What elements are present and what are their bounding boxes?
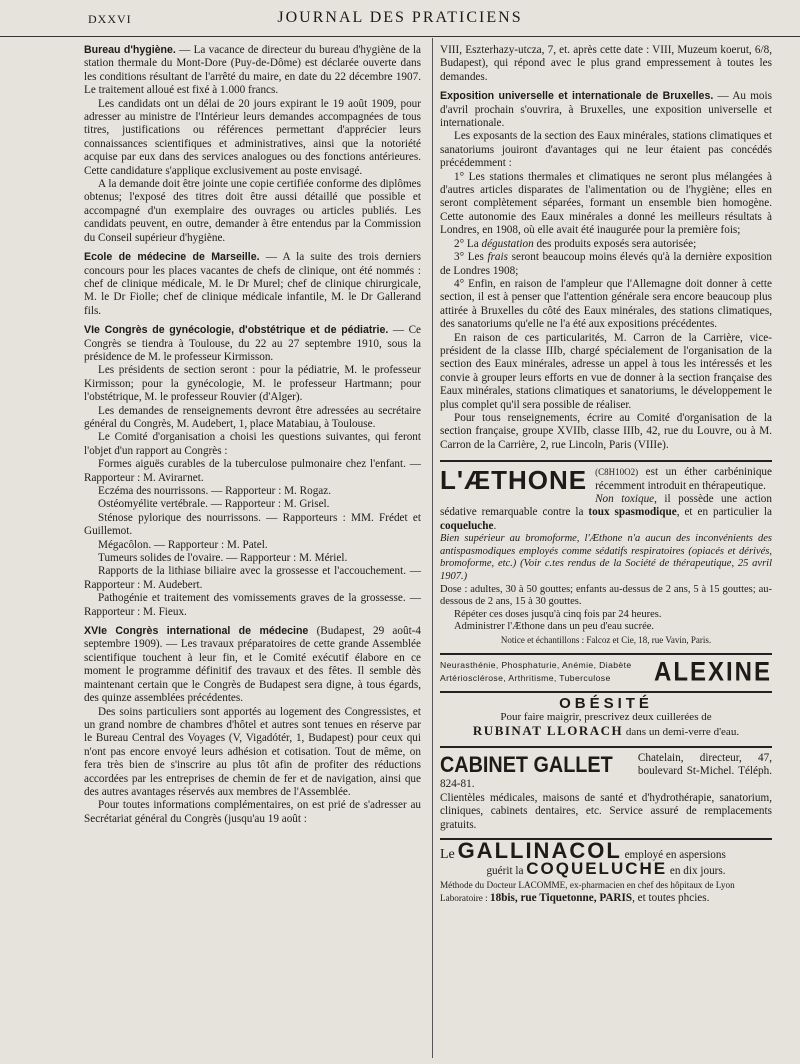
text: Non toxique [595, 493, 655, 505]
aethone-brand: L'ÆTHONE [440, 465, 588, 496]
heading-budapest: XVIe Congrès international de médecine [84, 625, 309, 638]
heading-bruxelles: Exposition universelle et internationale de Bruxelles. [440, 90, 714, 103]
paragraph: Les présidents de section seront : pour la pédiatrie, M. le professeur Kirmisson; pour la gynécologie, M. le professeur Hartmann; pour l'obstétrique, M. le professeur Rouvier (d'Alger). [84, 364, 421, 404]
question-item: Mégacôlon. — Rapporteur : M. Patel. [98, 538, 268, 551]
article-bruxelles [440, 90, 772, 130]
text: dans un demi-verre d'eau. [623, 726, 740, 739]
paragraph: En raison de ces particularités, M. Carron de la Carrière, vice-président de la classe IIIb, chargé spécialement de l'organisation de la section des Eaux minérales, adresse un appel à tous les intéressés et les convie à grouper leurs efforts en vue de donner à la section française des Eaux minérales, stations climatiques et sanatoriums, le développement le plus complet qu'il sera possible de réaliser. [440, 331, 772, 411]
column-divider [432, 38, 433, 1058]
list-item [440, 251, 772, 278]
obesite-line: Pour faire maigrir, prescrivez deux cuillerées de [500, 710, 712, 723]
text: toux spasmodique [588, 506, 677, 519]
question-item: Pathogénie et traitement des vomissements graves de la grossesse. — Rapporteur : M. Fieux. [84, 592, 421, 618]
paragraph: A la demande doit être jointe une copie certifiée conforme des diplômes obtenus; l'exposé des titres doit être aussi détaillé que possible et accompagné d'un exemplaire des ouvrages ou articles publiés. Les candidats peuvent, en outre, demander à être entendus par la Commission du Conseil supérieur d'hygiène. [84, 178, 421, 244]
paragraph-continued: VIII, Eszterhazy-utcza, 7, et. après cette date : VIII, Muzeum koerut, 6/8, Budapest), qui répond avec le plus grand empressement à toutes les demandes. [440, 44, 772, 83]
list-item [440, 238, 772, 251]
text: 2° La [454, 237, 482, 250]
gallinacol-method: Méthode du Docteur LACOMME, ex-pharmacien en chef des hôpitaux de Lyon [440, 879, 735, 890]
left-column [84, 44, 421, 826]
advertisement-alexine [440, 653, 772, 691]
text: seront beaucoup moins élevés qu'à la dernière exposition de Londres 1908; [440, 251, 772, 277]
paragraph: Les exposants de la section des Eaux minérales, stations climatiques et sanatoriums jouiront d'avantages qui ne leur étaient pas concédés précédemment : [440, 130, 772, 170]
article-budapest [84, 625, 421, 705]
heading-marseille: Ecole de médecine de Marseille. [84, 251, 260, 264]
right-column [440, 44, 772, 912]
gallinacol-brand: GALLINACOL [457, 838, 622, 864]
text: (Budapest, 29 août-4 septembre 1909). — Les travaux préparatoires de cette grande Assemblée scientifique touchent à leur fin, et le Comité exécutif élabore en ce moment le programme définitif des travaux et des fêtes. Il semble dès maintenant certain que le Congrès de Budapest sera digne, à tous égards, des quinze assemblées précédentes. [84, 625, 421, 705]
obesite-line-2 [440, 724, 772, 739]
alexine-brand: ALEXINE [653, 657, 772, 688]
text: , il possède une action sédative remarquable contre la [440, 493, 772, 519]
question-item: Ostéomyélite vertébrale. — Rapporteur : M. Grisel. [98, 498, 330, 511]
advertisement-aethone [440, 460, 772, 653]
paragraph: Le Comité d'organisation a choisi les questions suivantes, qui feront l'objet d'un rapport au Congrès : [84, 431, 421, 457]
paragraph: Les demandes de renseignements devront être adressées au secrétaire général du Congrès, M. Audebert, 1, place Matabiau, à Toulouse. [84, 404, 421, 430]
question-item: Eczéma des nourrissons. — Rapporteur : M. Rogaz. [98, 485, 332, 497]
text: en dix jours. [667, 865, 726, 878]
gallet-address: Chatelain, directeur, 47, boulevard St-Michel. Téléph. 824-81. [440, 751, 772, 791]
text: — Ce Congrès se tiendra à Toulouse, du 22 au 27 septembre 1910, sous la présidence de M. le professeur Kirmisson. [84, 324, 421, 363]
text: Le [440, 847, 455, 863]
text: — La vacance de directeur du bureau d'hygiène de la station thermale du Mont-Dore (Puy-de-Dôme) est déclarée ouverte dans les conditions résultant de l'arrêté du maire, en date du 22 décembre 1907. Le traitement alloué est fixé à 1.000 francs. [84, 44, 421, 97]
article-gynecologie [84, 324, 421, 364]
text: 18bis, rue Tiquetonne, PARIS [490, 892, 633, 905]
text: employé en aspersions [621, 849, 726, 862]
alexine-indications [440, 659, 632, 685]
product-name: RUBINAT LLORACH [472, 723, 624, 739]
text: coqueluche [440, 519, 494, 532]
text: est un éther carbéninique récemment introduit en thérapeutique. [595, 466, 772, 492]
coqueluche-brand: COQUELUCHE [526, 859, 668, 879]
paragraph: Pour toutes informations complémentaires, on est prié de s'adresser au Secrétariat général du Congrès (jusqu'au 19 août : [84, 799, 421, 825]
paragraph: Les candidats ont un délai de 20 jours expirant le 19 août 1909, pour adresser au ministre de l'Intérieur leurs demandes accompagnées de tous titres, justifications ou références permettant d'apprécier leurs connaissances scientifiques et administratives, ainsi que la notoriété acquise par eux dans des services analogues ou des fonctions antérieures. Cette candidature s'applique exclusivement au poste envisagé. [84, 97, 421, 177]
question-item: Formes aiguës curables de la tuberculose pulmonaire chez l'enfant. — Rapporteur : M. Avirагnet. [84, 458, 421, 484]
aethone-admin: Administrer l'Æthone dans un peu d'eau sucrée. [454, 621, 655, 633]
text: Artériosclérose, Arthritisme, Tuberculose [440, 673, 611, 684]
aethone-text: Non toxique, il possède une action sédative remarquable contre la toux spasmodique, et en particulier la coqueluche. [440, 493, 773, 532]
advertisement-obesite [440, 691, 772, 745]
page-number: DXXVI [88, 12, 132, 26]
list-item: 1° Les stations thermales et climatiques ne seront plus mélangées à d'autres articles disparates de l'alimentation ou de l'hygiène; elles en seront complètement séparées, formant un ensemble bien homogène. Cette autonomie des Eaux minérales a donné les meilleurs résultats à Londres, en 1908, où elle avait été inaugurée pour la première fois; [440, 170, 772, 237]
gallet-brand: CABINET GALLET [440, 751, 613, 777]
heading-gynecologie: VIe Congrès de gynécologie, d'obstétrique et de pédiatrie. [84, 324, 389, 337]
article-hygiene [84, 44, 421, 98]
text: des produits exposés sera autorisée; [533, 237, 697, 250]
question-item: Tumeurs solides de l'ovaire. — Rapporteur : M. Mériel. [98, 552, 348, 565]
gallinacol-lab [440, 892, 772, 905]
article-marseille [84, 251, 421, 318]
paragraph: Pour tous renseignements, écrire au Comité d'organisation de la section française, groupe XVIIb, classe IIIb, 42, rue du Louvre, ou à M. Carron de la Carrière, 2, rue Lincoln, Paris (VIIIe). [440, 411, 772, 451]
aethone-comparison: Bien supérieur au bromoforme, l'Æthone n'a aucun des inconvénients des antispasmodiques employés comme sédatifs respiratoires (opiacés et dérivés, bromoforme, etc.) (Voir c.tes rendus de la Société de thérapeutique, 25 avril 1907.) [440, 533, 772, 582]
heading-hygiene: Bureau d'hygiène. [84, 44, 176, 56]
text: , et en particulier la [676, 506, 773, 519]
journal-title: JOURNAL DES PRATICIENS [277, 9, 523, 26]
text: Neurasthénie, Phosphaturie, Anémie, Diabète [440, 660, 632, 671]
gallinacol-line-2 [440, 859, 772, 879]
text: dégustation [481, 237, 534, 250]
text: — Au mois d'avril prochain s'ouvrira, à Bruxelles, une exposition universelle et internationale. [440, 90, 772, 130]
text: , et toutes phcies. [632, 892, 710, 905]
obesite-title: OBÉSITÉ [559, 695, 653, 713]
paragraph: Des soins particuliers sont apportés au logement des Congressistes, et un grand nombre de chambres d'hôtel et autres sont tenues en réserve par le Bureau Central des Voyages (V, Vigadótér, 1, Budapest) pour ceux qui n'ont pas encore envoyé leurs adhésion et cotisation. Tout de même, on fera très bien de s'inscrire au plus tôt afin de profiter des réductions accordées par les entreprises de chemin de fer et de navigation, ainsi que des autres avantages réservés aux membres de l'Assemblée. [84, 705, 421, 798]
advertisement-gallinacol [440, 838, 772, 912]
text: frais [487, 251, 508, 264]
gallet-services: Clientèles médicales, maisons de santé et d'hydrothérapie, sanatorium, cliniques, cabinets dentaires, etc. Service assuré de remplacements gratuits. [440, 791, 772, 831]
aethone-dose: Dose : adultes, 30 à 50 gouttes; enfants au-dessus de 2 ans, 5 à 15 gouttes; au-dessous de 2 ans, 15 à 30 gouttes. [440, 583, 772, 608]
text: 3° Les [454, 251, 488, 264]
question-item: Sténose pylorique des nourrissons. — Rapporteurs : MM. Frédet et Guillemot. [84, 511, 421, 538]
text: — A la suite des trois derniers concours pour les places vacantes de chefs de clinique, ont été nommés : chef de clinique médicale, M. le Dr Murel; chef de clinique chirurgicale, M. le Dr Fiolle; chef de clinique médicale infantile, M. le Dr Gallerand fils. [84, 251, 421, 317]
aethone-repeat: Répéter ces doses jusqu'à cinq fois par 24 heures. [454, 608, 662, 620]
question-item: Rapports de la lithiase biliaire avec la grossesse et l'accouchement. — Rapporteur : M. Audebert. [84, 565, 421, 591]
text: Laboratoire : [440, 893, 490, 904]
list-item: 4° Enfin, en raison de l'ampleur que l'Allemagne doit donner à cette section, il est à penser que l'attention générale sera encore beaucoup plus attirée à Bruxelles du côté des Eaux minérales, des stations climatiques, des sanatoriums qu'elle ne l'a été aux expositions précédentes. [440, 277, 772, 331]
page-header [0, 0, 800, 37]
advertisement-cabinet-gallet [440, 746, 772, 838]
formula: (C8H10O2) [595, 467, 639, 478]
text: guérit la [486, 865, 527, 878]
aethone-notice: Notice et échantillons : Falcoz et Cie, 18, rue Vavin, Paris. [500, 634, 712, 645]
